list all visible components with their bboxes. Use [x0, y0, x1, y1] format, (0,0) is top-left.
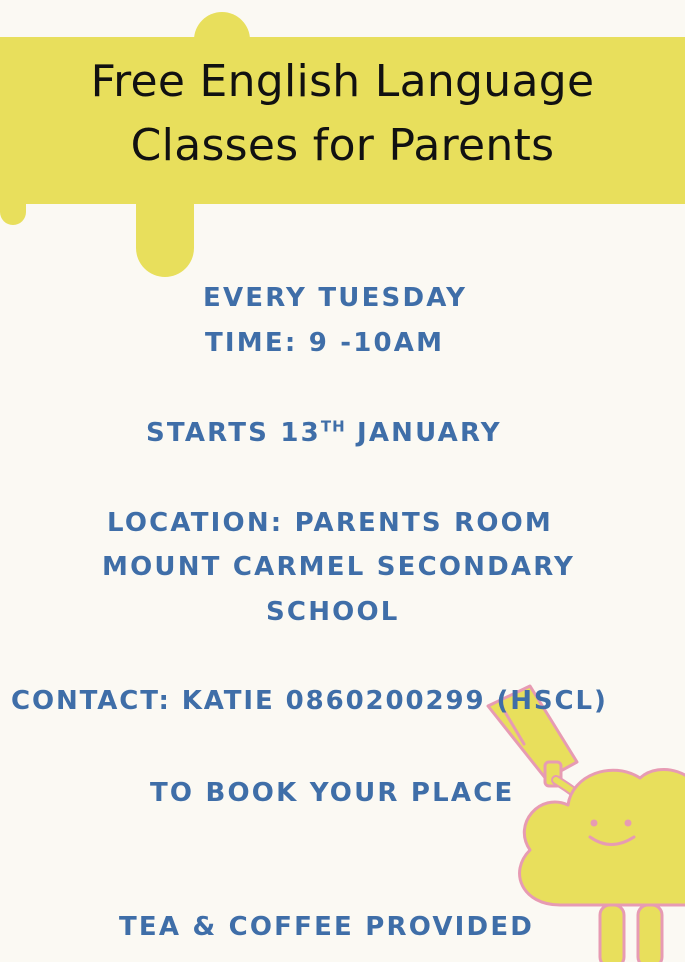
title-line-2: Classes for Parents: [130, 120, 555, 171]
start-date-prefix: STARTS 13: [146, 418, 321, 448]
location-line-3: SCHOOL: [266, 597, 400, 627]
start-date-ordinal: TH: [320, 417, 346, 436]
refreshments-text: TEA & COFFEE PROVIDED: [119, 912, 535, 942]
start-date: [146, 418, 502, 448]
schedule-time: TIME: 9 -10AM: [205, 328, 445, 358]
location-line-2: MOUNT CARMEL SECONDARY: [102, 552, 576, 582]
schedule-day: EVERY TUESDAY: [203, 283, 468, 313]
title-line-1: Free English Language: [90, 56, 595, 107]
contact-info: CONTACT: KATIE 0860200299 (HSCL): [11, 686, 608, 716]
start-date-month: JANUARY: [345, 418, 502, 448]
flyer-title: [0, 50, 685, 178]
location-line-1: LOCATION: PARENTS ROOM: [107, 508, 553, 538]
booking-text: TO BOOK YOUR PLACE: [150, 778, 515, 808]
